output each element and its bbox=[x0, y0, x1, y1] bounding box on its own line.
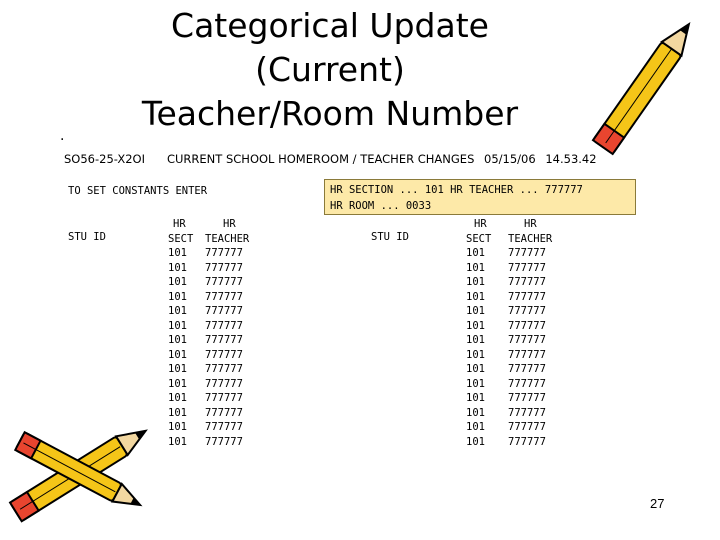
right-sect-cell: 101 bbox=[466, 261, 485, 274]
left-sect-cell: 101 bbox=[168, 334, 187, 346]
left-sect-cell: 101 bbox=[168, 290, 187, 303]
right-teacher-header-2: TEACHER bbox=[508, 232, 553, 245]
slide-title bbox=[110, 4, 550, 136]
left-sect-header-2: SECT bbox=[168, 232, 194, 245]
right-sect-cell: 101 bbox=[466, 435, 485, 448]
right-teacher-column bbox=[508, 217, 552, 449]
right-teacher-cell: 777777 bbox=[508, 247, 546, 259]
right-sect-cell: 101 bbox=[466, 421, 485, 433]
left-sect-cell: 101 bbox=[168, 261, 187, 274]
left-teacher-cell: 777777 bbox=[205, 392, 243, 404]
title-line-3: Teacher/Room Number bbox=[141, 94, 519, 133]
title-line-2: (Current) bbox=[255, 50, 405, 89]
left-teacher-cell: 777777 bbox=[205, 305, 243, 317]
left-teacher-cell: 777777 bbox=[205, 334, 243, 346]
right-teacher-cell: 777777 bbox=[508, 261, 546, 274]
program-id: SO56-25-X2OI bbox=[64, 152, 145, 166]
right-teacher-cell: 777777 bbox=[508, 348, 546, 361]
left-sect-cell: 101 bbox=[168, 276, 187, 288]
left-teacher-cell: 777777 bbox=[205, 319, 243, 332]
left-sect-cell: 101 bbox=[168, 305, 187, 317]
left-teacher-cell: 777777 bbox=[205, 421, 243, 433]
left-teacher-cell: 777777 bbox=[205, 377, 243, 390]
right-stu-id-label: STU ID bbox=[371, 231, 409, 243]
right-sect-cell: 101 bbox=[466, 392, 485, 404]
left-sect-cell: 101 bbox=[168, 406, 187, 419]
constants-label: TO SET CONSTANTS ENTER bbox=[68, 185, 208, 197]
left-sect-cell: 101 bbox=[168, 319, 187, 332]
right-sect-cell: 101 bbox=[466, 406, 485, 419]
left-stu-id-label: STU ID bbox=[68, 231, 106, 243]
right-sect-cell: 101 bbox=[466, 247, 485, 259]
right-sect-cell: 101 bbox=[466, 276, 485, 288]
right-sect-header-1: HR bbox=[474, 218, 487, 230]
right-teacher-cell: 777777 bbox=[508, 377, 546, 390]
right-sect-header-2: SECT bbox=[466, 232, 492, 245]
left-teacher-cell: 777777 bbox=[205, 348, 243, 361]
right-teacher-cell: 777777 bbox=[508, 305, 546, 317]
page-number: 27 bbox=[650, 496, 665, 511]
right-sect-cell: 101 bbox=[466, 363, 485, 375]
right-sect-cell: 101 bbox=[466, 305, 485, 317]
crossed-pencils-icon bbox=[0, 405, 160, 540]
left-teacher-header-1: HR bbox=[223, 218, 236, 230]
right-sect-column bbox=[466, 217, 491, 449]
constants-line-1: HR SECTION ... 101 HR TEACHER ... 777777 bbox=[330, 184, 583, 196]
right-teacher-cell: 777777 bbox=[508, 319, 546, 332]
left-teacher-header-2: TEACHER bbox=[205, 232, 250, 245]
right-sect-cell: 101 bbox=[466, 290, 485, 303]
left-sect-cell: 101 bbox=[168, 392, 187, 404]
report-date: 05/15/06 bbox=[484, 152, 536, 166]
right-sect-cell: 101 bbox=[466, 377, 485, 390]
report-description: CURRENT SCHOOL HOMEROOM / TEACHER CHANGES bbox=[166, 152, 475, 166]
left-sect-cell: 101 bbox=[168, 363, 187, 375]
right-sect-cell: 101 bbox=[466, 319, 485, 332]
left-teacher-cell: 777777 bbox=[205, 435, 243, 448]
constants-box bbox=[324, 179, 636, 215]
left-teacher-cell: 777777 bbox=[205, 290, 243, 303]
left-sect-cell: 101 bbox=[168, 247, 187, 259]
title-line-1: Categorical Update bbox=[171, 6, 489, 45]
right-teacher-header-1: HR bbox=[524, 218, 537, 230]
left-teacher-cell: 777777 bbox=[205, 276, 243, 288]
report-time: 14.53.42 bbox=[545, 152, 597, 166]
right-teacher-cell: 777777 bbox=[508, 363, 546, 375]
left-teacher-column bbox=[205, 217, 249, 449]
bullet-dot: . bbox=[60, 128, 65, 144]
report-header bbox=[64, 152, 664, 166]
left-sect-header-1: HR bbox=[173, 218, 186, 230]
right-teacher-cell: 777777 bbox=[508, 435, 546, 448]
right-sect-cell: 101 bbox=[466, 334, 485, 346]
left-teacher-cell: 777777 bbox=[205, 261, 243, 274]
left-teacher-cell: 777777 bbox=[205, 406, 243, 419]
left-sect-cell: 101 bbox=[168, 421, 187, 433]
right-teacher-cell: 777777 bbox=[508, 421, 546, 433]
right-teacher-cell: 777777 bbox=[508, 334, 546, 346]
left-sect-cell: 101 bbox=[168, 348, 187, 361]
right-teacher-cell: 777777 bbox=[508, 406, 546, 419]
left-teacher-cell: 777777 bbox=[205, 247, 243, 259]
left-sect-column bbox=[168, 217, 193, 449]
left-teacher-cell: 777777 bbox=[205, 363, 243, 375]
left-sect-cell: 101 bbox=[168, 435, 187, 448]
constants-line-2: HR ROOM ... 0033 bbox=[330, 200, 432, 212]
left-sect-cell: 101 bbox=[168, 377, 187, 390]
pencil-icon bbox=[580, 2, 715, 167]
right-sect-cell: 101 bbox=[466, 348, 485, 361]
right-teacher-cell: 777777 bbox=[508, 392, 546, 404]
right-teacher-cell: 777777 bbox=[508, 276, 546, 288]
right-teacher-cell: 777777 bbox=[508, 290, 546, 303]
